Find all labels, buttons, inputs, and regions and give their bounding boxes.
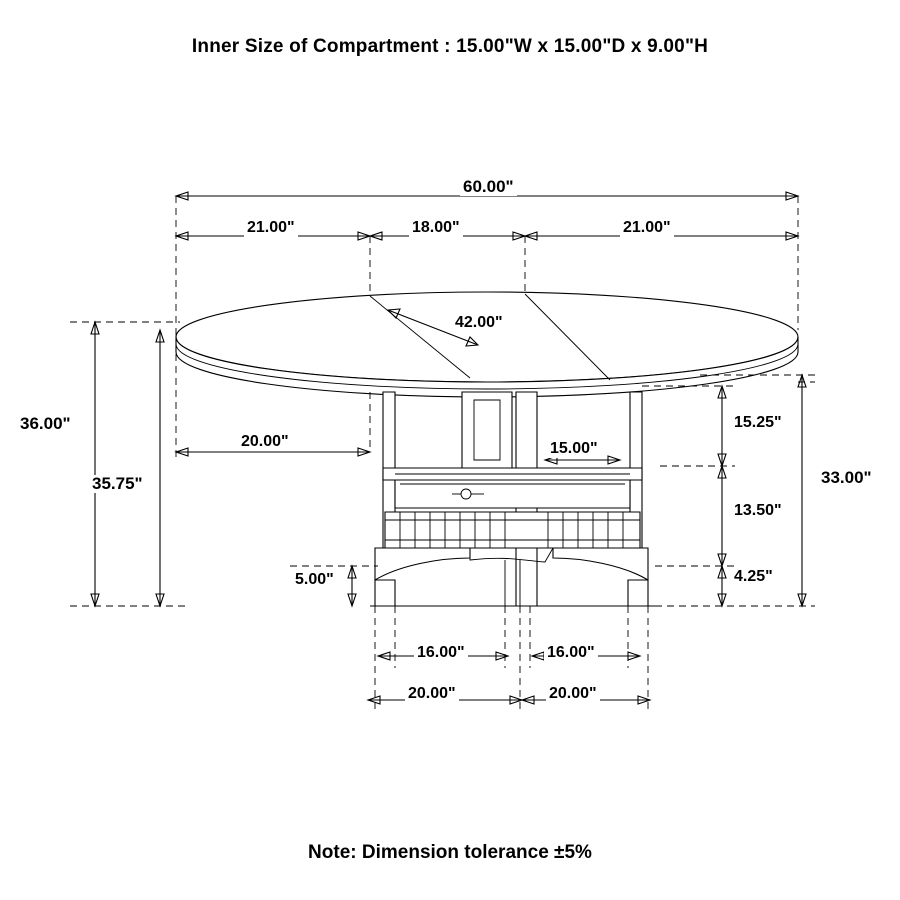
dim-overall-height: 36.00" [17, 415, 74, 433]
dim-overall-width: 60.00" [460, 178, 517, 196]
dim-left-leaf-width: 21.00" [244, 219, 298, 237]
dim-shelf-width: 15.00" [547, 440, 601, 458]
dim-foot-span-right-outer: 20.00" [546, 685, 600, 703]
dim-right-leaf-width: 21.00" [620, 219, 674, 237]
dim-foot-clearance: 5.00" [292, 571, 337, 589]
tolerance-note: Note: Dimension tolerance ±5% [308, 842, 592, 863]
dim-base-total-height: 33.00" [818, 469, 875, 487]
dim-lower-section-height: 4.25" [731, 568, 776, 586]
dim-foot-span-left-outer: 20.00" [405, 685, 459, 703]
dim-foot-span-left-inner: 16.00" [414, 644, 468, 662]
dim-center-leaf-width: 18.00" [409, 219, 463, 237]
dim-middle-section-height: 13.50" [731, 502, 785, 520]
page-title: Inner Size of Compartment : 15.00"W x 15.00"D x 9.00"H [191, 36, 709, 57]
dim-table-depth: 42.00" [452, 314, 506, 332]
dim-upper-section-height: 15.25" [731, 414, 785, 432]
dim-table-top-height: 35.75" [89, 475, 146, 493]
dim-base-width-top: 20.00" [238, 433, 292, 451]
dim-foot-span-right-inner: 16.00" [544, 644, 598, 662]
